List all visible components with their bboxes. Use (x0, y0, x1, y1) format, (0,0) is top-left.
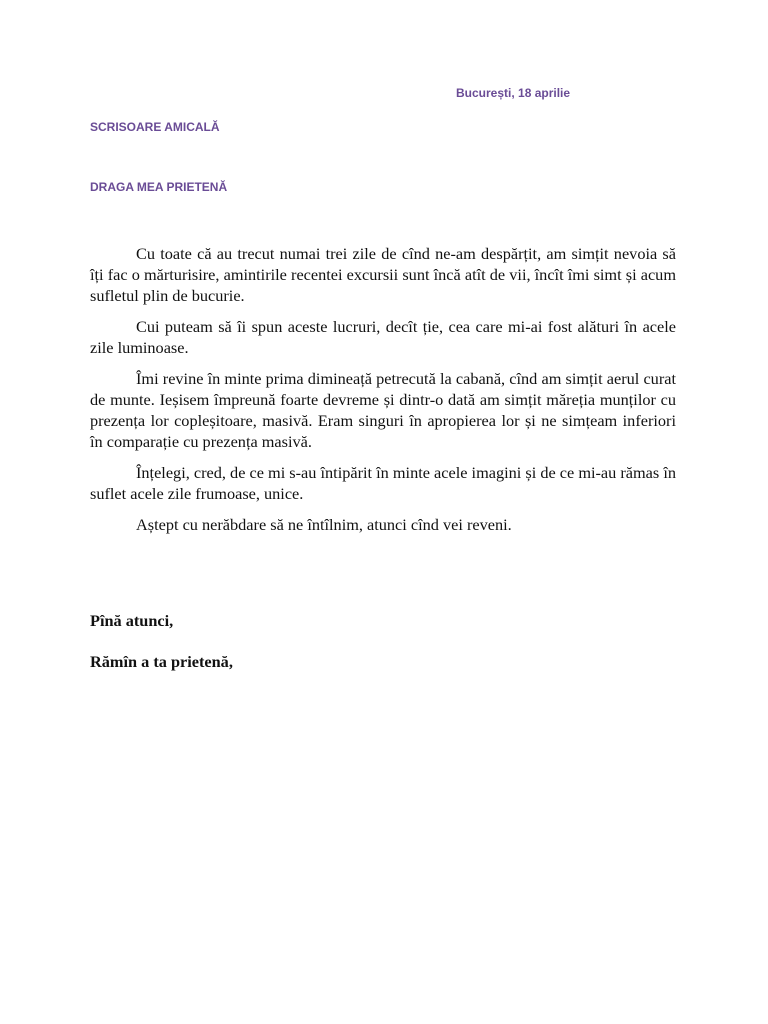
signature-line: Rămîn a ta prietenă, (90, 652, 233, 671)
letter-body (90, 243, 676, 545)
letter-salutation: DRAGA MEA PRIETENĂ (90, 180, 228, 194)
letter-title: SCRISOARE AMICALĂ (90, 120, 220, 134)
body-paragraph: Cui puteam să îi spun aceste lucruri, decît ție, cea care mi-ai fost alături în acele zile luminoase. (90, 317, 676, 357)
body-paragraph: Îmi revine în minte prima dimineață petrecută la cabană, cînd am simțit aerul curat de munte. Ieșisem împreună foarte devreme și dintr-o dată am simțit măreția munților cu prezența lor copleșitoare, masivă. Eram singuri în apropierea lor și ne simțeam inferiori în comparație cu prezența masivă. (90, 369, 676, 451)
body-paragraph: Aștept cu nerăbdare să ne întîlnim, atunci cînd vei reveni. (136, 515, 512, 534)
body-paragraph: Cu toate că au trecut numai trei zile de cînd ne-am despărțit, am simțit nevoia să îți fac o mărturisire, amintirile recentei excursii sunt încă atît de vii, încît îmi simt și acum sufletul plin de bucurie. (90, 244, 676, 305)
closing-line: Pînă atunci, (90, 611, 174, 630)
body-paragraph: Înțelegi, cred, de ce mi s-au întipărit în minte acele imagini și de ce mi-au rămas în suflet acele zile frumoase, unice. (90, 463, 676, 503)
letter-date: București, 18 aprilie (456, 86, 571, 100)
